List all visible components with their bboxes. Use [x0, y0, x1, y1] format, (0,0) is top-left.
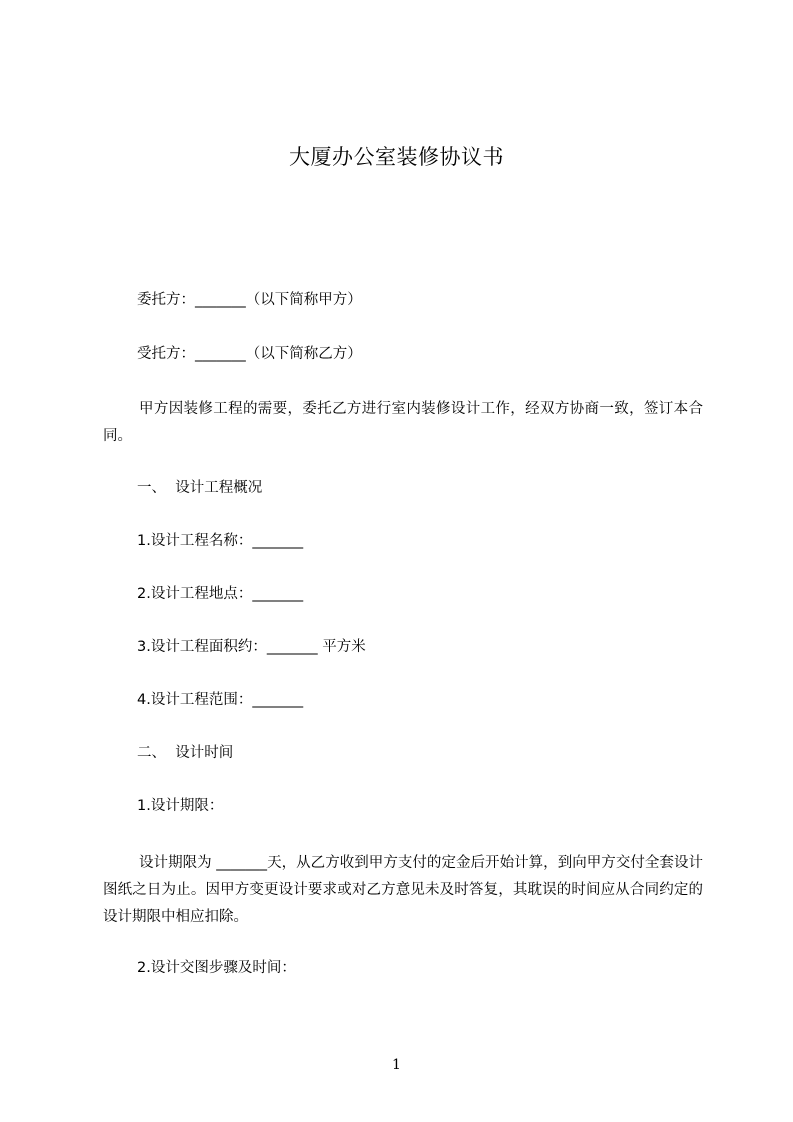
party-a-line: 委托方：_______（以下简称甲方）	[137, 292, 362, 308]
section-1-item-3: 3.设计工程面积约：_______ 平方米	[137, 639, 366, 655]
intro-paragraph: 甲方因装修工程的需要，委托乙方进行室内装修设计工作，经双方协商一致，签订本合同。	[103, 401, 703, 444]
section-2-heading: 二、 设计时间	[137, 745, 234, 761]
section-1-item-2: 2.设计工程地点：_______	[137, 586, 304, 602]
section-1-item-1: 1.设计工程名称：_______	[137, 533, 304, 549]
document-title: 大厦办公室装修协议书	[289, 145, 504, 169]
design-period-paragraph: 设计期限为 _______天，从乙方收到甲方支付的定金后开始计算，到向甲方交付全套设计图纸之日为止。因甲方变更设计要求或对乙方意见未及时答复，其耽误的时间应从合同约定的设计期限中相应扣除。	[103, 855, 703, 925]
section-1-item-4: 4.设计工程范围：_______	[137, 692, 304, 708]
section-2-item-1: 1.设计期限：	[137, 798, 224, 814]
section-1-heading: 一、 设计工程概况	[137, 480, 263, 496]
page-number: 1	[392, 1057, 401, 1073]
party-b-line: 受托方：_______（以下简称乙方）	[137, 346, 362, 362]
section-2-item-2: 2.设计交图步骤及时间：	[137, 960, 296, 976]
